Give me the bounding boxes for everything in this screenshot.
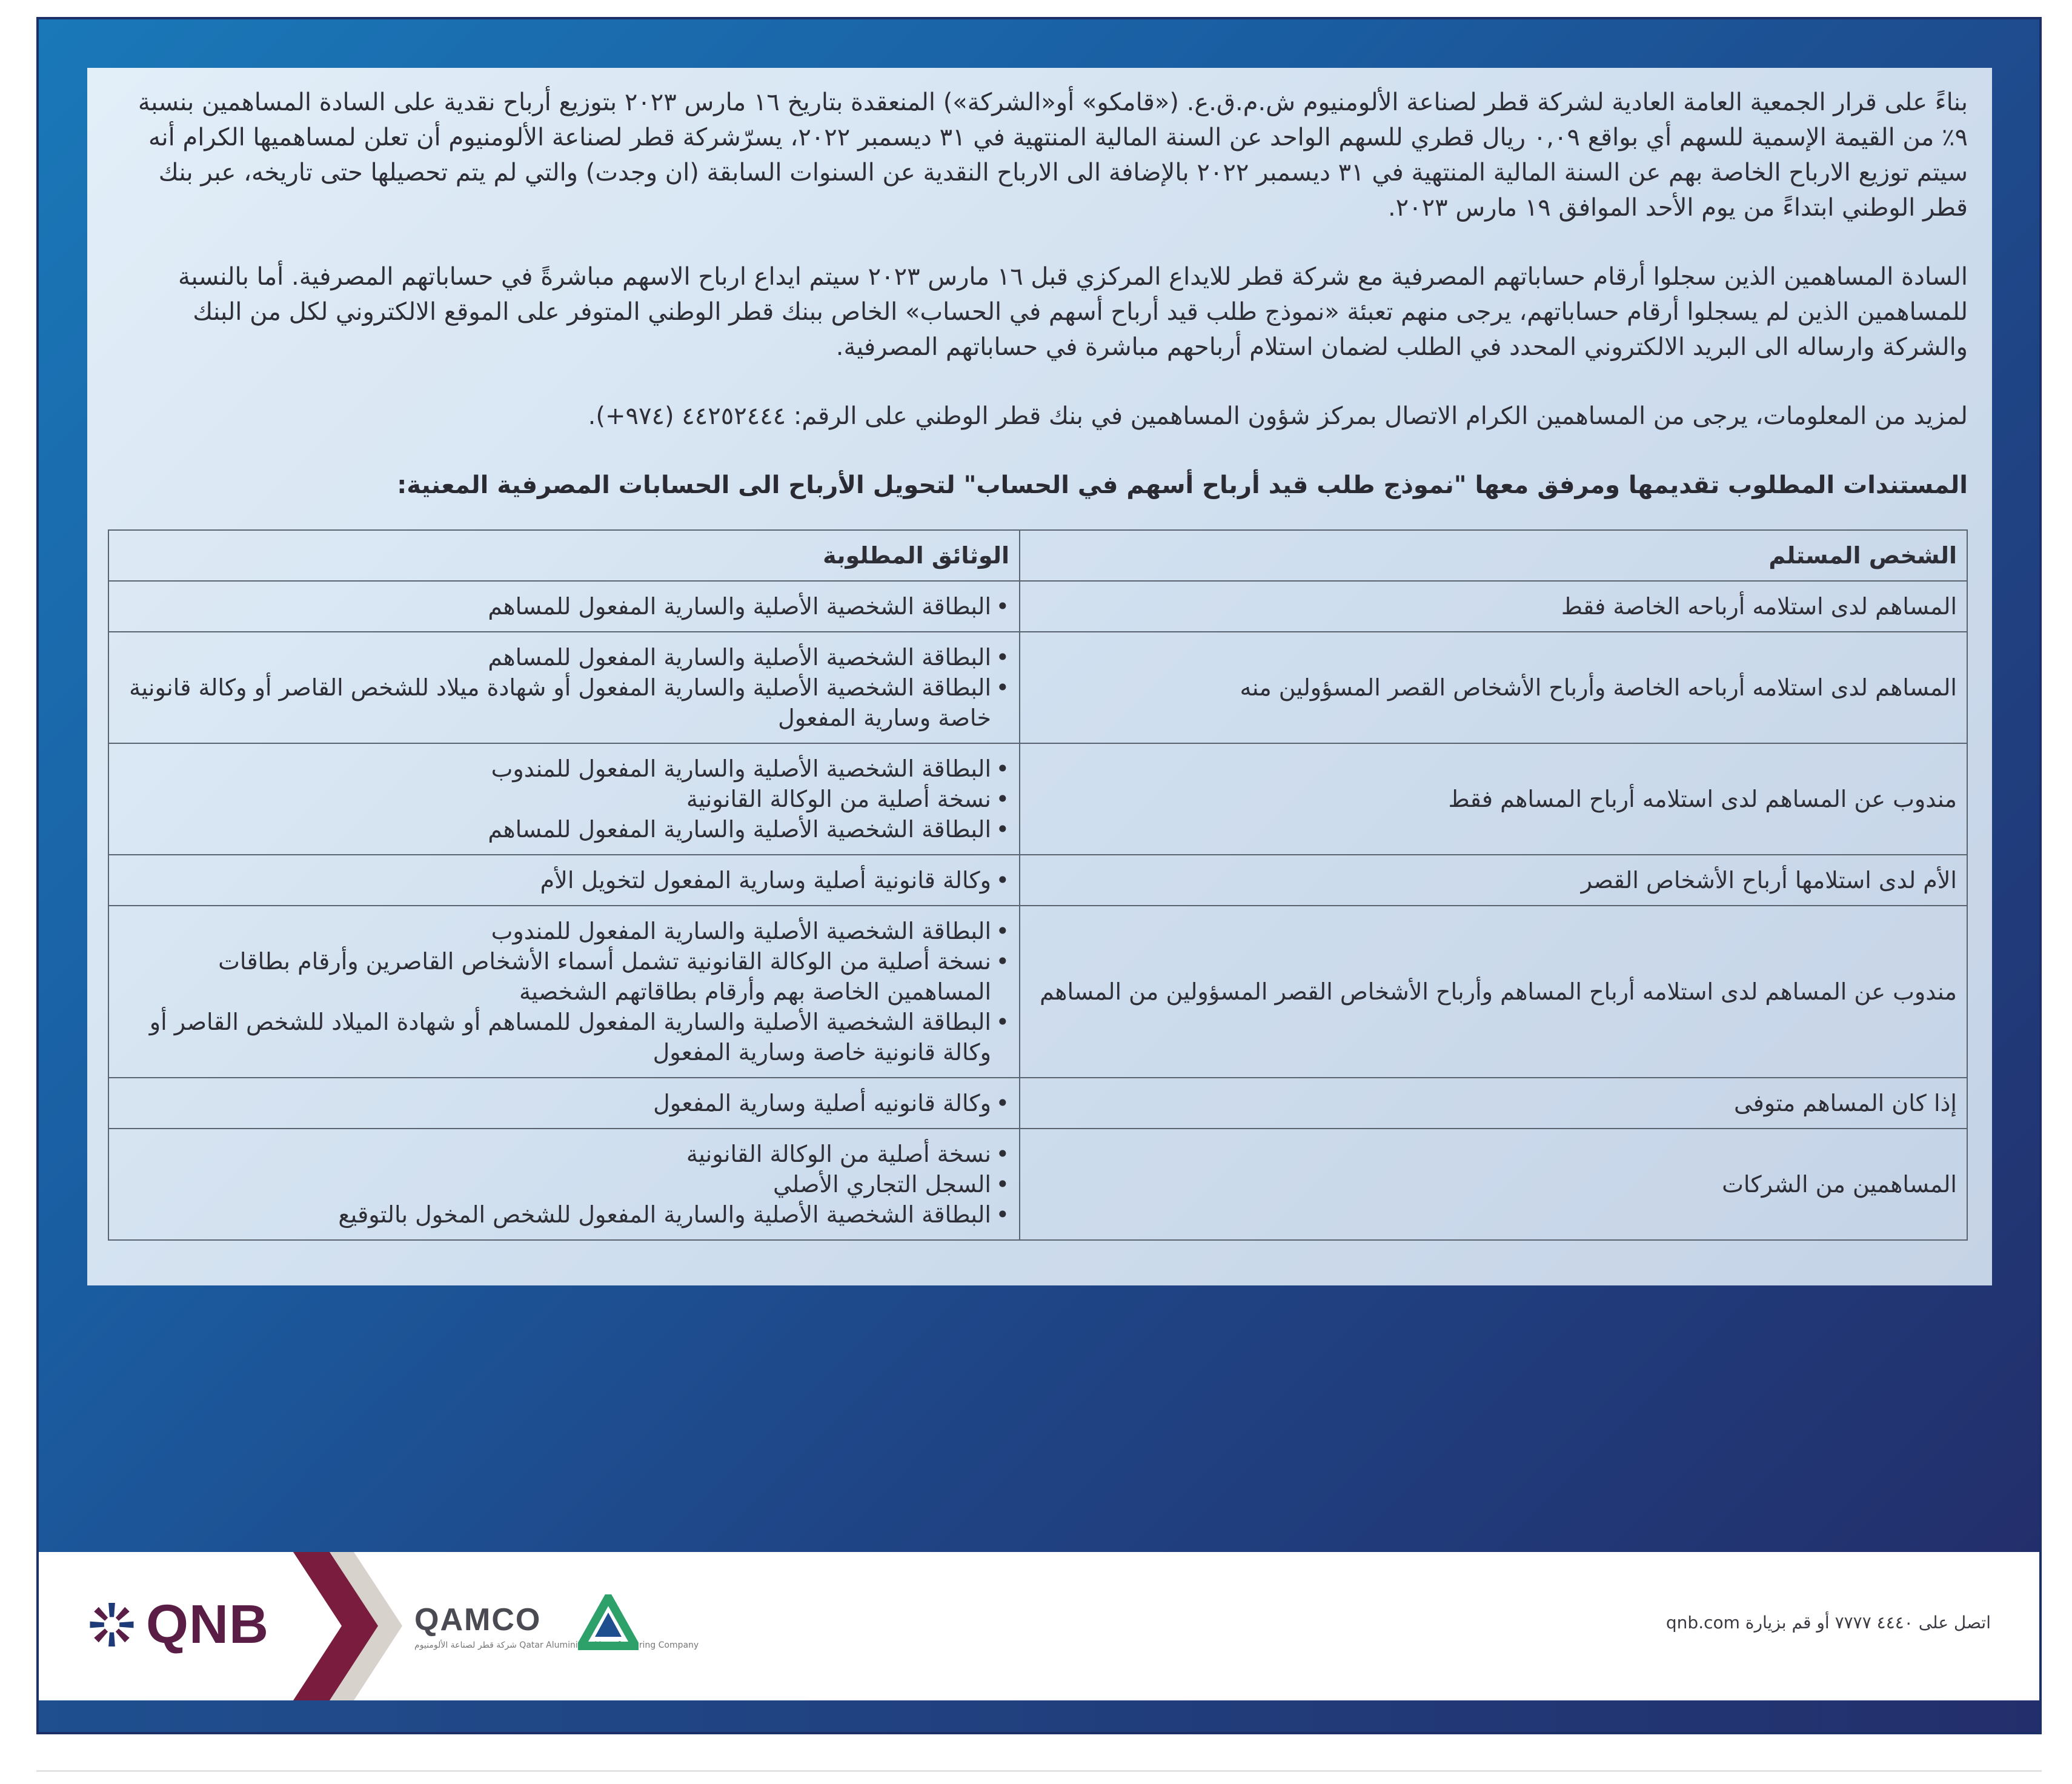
person-cell: إذا كان المساهم متوفى: [1020, 1078, 1967, 1129]
docs-cell: [108, 1129, 1020, 1240]
doc-item: • السجل التجاري الأصلي: [119, 1169, 1009, 1199]
doc-item: • البطاقة الشخصية الأصلية والسارية المفعول للمساهم: [119, 642, 1009, 672]
doc-item: • وكالة قانونية أصلية وسارية المفعول لتخويل الأم: [119, 865, 1009, 895]
qamco-subtitle: شركة قطر لصناعة الألومنيوم Qatar Aluminium Manufacturing Company: [414, 1640, 699, 1650]
docs-cell: [108, 581, 1020, 632]
qnb-star-icon: [87, 1597, 136, 1652]
table-header-row: [108, 530, 1967, 581]
contact-paragraph: لمزيد من المعلومات، يرجى من المساهمين الكرام الاتصال بمركز شؤون المساهمين في بنك قطر الوطني على الرقم: ٤٤٢٥٢٤٤٤ (٩٧٤+).: [588, 402, 1968, 430]
table-row: [108, 581, 1967, 632]
doc-item: • البطاقة الشخصية الأصلية والسارية المفعول أو شهادة ميلاد للشخص القاصر أو وكالة قانونية خاصة وسارية المفعول: [119, 672, 1009, 733]
table-row: [108, 1129, 1967, 1240]
table-row: [108, 632, 1967, 743]
doc-item: • البطاقة الشخصية الأصلية والسارية المفعول للمندوب: [119, 754, 1009, 784]
doc-item: • البطاقة الشخصية الأصلية والسارية المفعول للمساهم أو شهادة الميلاد للشخص القاصر أو وكالة قانونية خاصة وسارية المفعول: [119, 1007, 1009, 1067]
docs-cell: [108, 855, 1020, 906]
doc-item: • البطاقة الشخصية الأصلية والسارية المفعول للشخص المخول بالتوقيع: [119, 1199, 1009, 1230]
contact-line: اتصل على ٤٤٤٠ ٧٧٧٧ أو قم بزيارة qnb.com: [1665, 1613, 1991, 1633]
footer-bottom-strip: [39, 1700, 2039, 1734]
page-divider: [36, 1770, 2042, 1772]
docs-cell: [108, 906, 1020, 1078]
blue-background: [39, 19, 2039, 1552]
qamco-wordmark: QAMCO: [414, 1602, 542, 1637]
docs-cell: [108, 1078, 1020, 1129]
docs-cell: [108, 743, 1020, 855]
doc-item: • وكالة قانونيه أصلية وسارية المفعول: [119, 1088, 1009, 1118]
person-cell: الأم لدى استلامها أرباح الأشخاص القصر: [1020, 855, 1967, 906]
header-docs: الوثائق المطلوبة: [108, 530, 1020, 581]
table-row: [108, 906, 1967, 1078]
doc-item: • البطاقة الشخصية الأصلية والسارية المفعول للمساهم: [119, 591, 1009, 622]
doc-item: • البطاقة الشخصية الأصلية والسارية المفعول للمساهم: [119, 814, 1009, 844]
qnb-wordmark: QNB: [146, 1594, 269, 1655]
person-cell: المساهم لدى استلامه أرباحه الخاصة وأرباح الأشخاص القصر المسؤولين منه: [1020, 632, 1967, 743]
doc-item: • نسخة أصلية من الوكالة القانونية: [119, 1139, 1009, 1169]
ad-frame: [36, 17, 2042, 1734]
chevron-decoration: [281, 1552, 408, 1700]
header-person: الشخص المستلم: [1020, 530, 1967, 581]
doc-item: • نسخة أصلية من الوكالة القانونية: [119, 784, 1009, 814]
person-cell: مندوب عن المساهم لدى استلامه أرباح المساهم وأرباح الأشخاص القصر المسؤولين من المساهم: [1020, 906, 1967, 1078]
bank-accounts-paragraph: السادة المساهمين الذين سجلوا أرقام حساباتهم المصرفية مع شركة قطر للايداع المركزي قبل ١٦ مارس ٢٠٢٣ سيتم ايداع ارباح الاسهم مباشرةً في حساباتهم المصرفية. أما بالنسبة للمساهمين الذين لم يسجلوا أرقام حساباتهم، يرجى منهم تعبئة «نموذج طلب قيد أرباح أسهم في الحساب» الخاص ببنك قطر الوطني المتوفر على الموقع الالكتروني لكل من البنك والشركة وارساله الى البريد الالكتروني المحدد في الطلب لضمان استلام أرباحهم مباشرة في حساباتهم المصرفية.: [178, 263, 1968, 361]
intro-paragraph: بناءً على قرار الجمعية العامة العادية لشركة قطر لصناعة الألومنيوم ش.م.ق.ع. («قامكو» أو«الشركة») المنعقدة بتاريخ ١٦ مارس ٢٠٢٣ بتوزيع أرباح نقدية على السادة المساهمين بنسبة ٩٪ من القيمة الإسمية للسهم أي بواقع ٠,٠٩ ريال قطري للسهم الواحد عن السنة المالية المنتهية في ٣١ ديسمبر ٢٠٢٢، يسرّشركة قطر لصناعة الألومنيوم أن تعلن لمساهميها الكرام أنه سيتم توزيع الارباح الخاصة بهم عن السنة المالية المنتهية في ٣١ ديسمبر ٢٠٢٢ بالإضافة الى الارباح النقدية عن السنوات السابقة (ان وجدت) والتي لم يتم تحصيلها حتى تاريخه، عبر بنك قطر الوطني ابتداءً من يوم الأحد الموافق ١٩ مارس ٢٠٢٣.: [138, 88, 1968, 222]
announcement-panel: [87, 68, 1992, 1285]
person-cell: المساهمين من الشركات: [1020, 1129, 1967, 1240]
table-row: [108, 855, 1967, 906]
doc-item: • نسخة أصلية من الوكالة القانونية تشمل أسماء الأشخاص القاصرين وأرقام بطاقات المساهمين الخاصة بهم وأرقام بطاقاتهم الشخصية: [119, 946, 1009, 1007]
person-cell: مندوب عن المساهم لدى استلامه أرباح المساهم فقط: [1020, 743, 1967, 855]
documents-table: [108, 529, 1968, 1241]
docs-cell: [108, 632, 1020, 743]
footer-bar: [39, 1552, 2039, 1700]
qamco-triangle-icon: [578, 1594, 639, 1655]
qnb-logo: [87, 1588, 269, 1661]
qamco-logo: [414, 1594, 699, 1661]
doc-item: • البطاقة الشخصية الأصلية والسارية المفعول للمندوب: [119, 916, 1009, 946]
table-row: [108, 1078, 1967, 1129]
person-cell: المساهم لدى استلامه أرباحه الخاصة فقط: [1020, 581, 1967, 632]
documents-heading: المستندات المطلوب تقديمها ومرفق معها "نموذج طلب قيد أرباح أسهم في الحساب" لتحويل الأرباح الى الحسابات المصرفية المعنية:: [397, 471, 1968, 499]
table-row: [108, 743, 1967, 855]
